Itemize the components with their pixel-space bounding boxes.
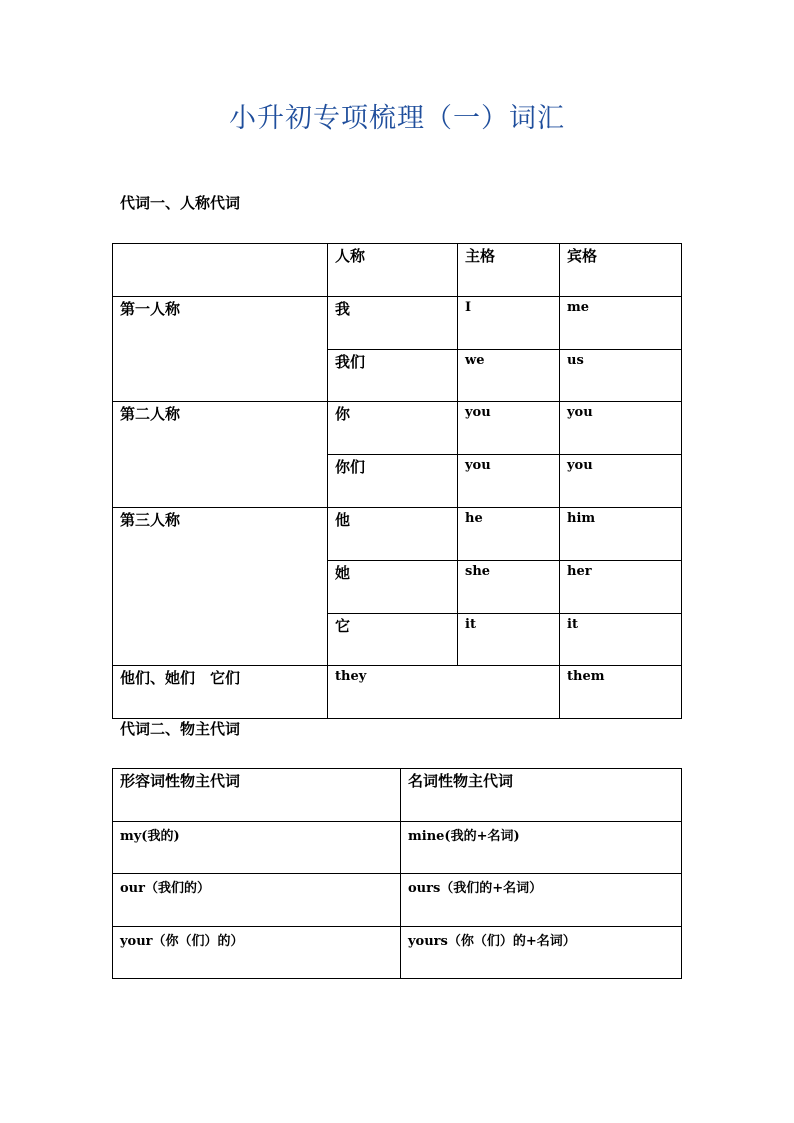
group-label-first-person: 第一人称 (113, 296, 328, 402)
subject-cell: you (458, 402, 560, 455)
adjective-cell: our（我们的） (113, 874, 401, 927)
page-title: 小升初专项梳理（一）词汇 (229, 103, 565, 134)
adjective-cell: your（你（们）的） (113, 926, 401, 979)
subject-cell: they (328, 666, 560, 719)
personal-pronoun-table (112, 243, 682, 719)
subject-cell: I (458, 296, 560, 349)
table-row (113, 507, 682, 560)
object-cell: me (560, 296, 682, 349)
person-cell: 他 (328, 507, 458, 560)
section-heading-possessive-pronouns: 代词二、物主代词 (120, 720, 241, 738)
possessive-pronoun-table (112, 768, 682, 979)
table-row (113, 874, 682, 927)
table-row (113, 402, 682, 455)
table-header-row (113, 244, 682, 297)
person-cell: 我们 (328, 349, 458, 402)
object-cell: her (560, 560, 682, 613)
object-cell: you (560, 402, 682, 455)
noun-cell: ours（我们的+名词） (401, 874, 682, 927)
header-cell-subject: 主格 (458, 244, 560, 297)
noun-cell: yours（你（们）的+名词） (401, 926, 682, 979)
object-cell: him (560, 507, 682, 560)
group-label-second-person: 第二人称 (113, 402, 328, 508)
table-row-plural (113, 666, 682, 719)
subject-cell: he (458, 507, 560, 560)
table-row (113, 821, 682, 874)
header-cell-object: 宾格 (560, 244, 682, 297)
object-cell: us (560, 349, 682, 402)
group-label-plural: 他们、她们 它们 (113, 666, 328, 719)
subject-cell: you (458, 455, 560, 508)
person-cell: 我 (328, 296, 458, 349)
table-row (113, 926, 682, 979)
group-label-third-person: 第三人称 (113, 507, 328, 665)
section-heading-personal-pronouns: 代词一、人称代词 (120, 194, 241, 212)
subject-cell: it (458, 613, 560, 666)
object-cell: them (560, 666, 682, 719)
table-row (113, 296, 682, 349)
person-cell: 它 (328, 613, 458, 666)
object-cell: it (560, 613, 682, 666)
header-cell-person: 人称 (328, 244, 458, 297)
person-cell: 她 (328, 560, 458, 613)
header-cell-blank (113, 244, 328, 297)
subject-cell: she (458, 560, 560, 613)
person-cell: 你 (328, 402, 458, 455)
header-cell-adjective: 形容词性物主代词 (113, 769, 401, 822)
table-header-row (113, 769, 682, 822)
object-cell: you (560, 455, 682, 508)
header-cell-noun: 名词性物主代词 (401, 769, 682, 822)
adjective-cell: my(我的) (113, 821, 401, 874)
person-cell: 你们 (328, 455, 458, 508)
subject-cell: we (458, 349, 560, 402)
noun-cell: mine(我的+名词) (401, 821, 682, 874)
